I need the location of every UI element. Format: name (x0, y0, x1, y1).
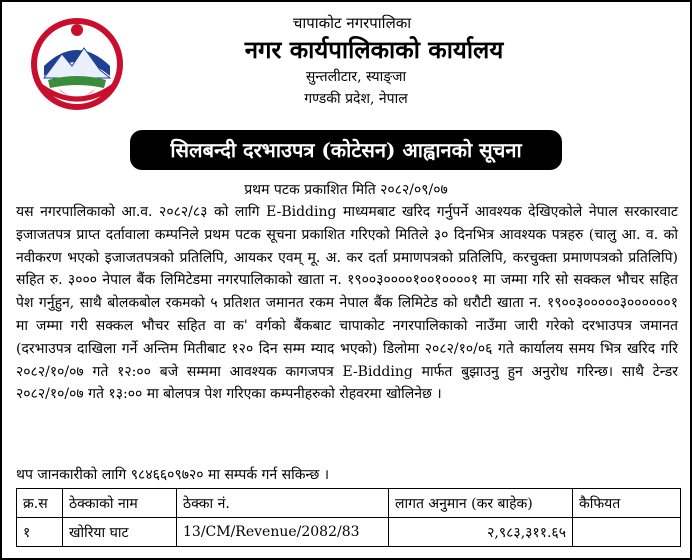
header-serial: क्र.स (17, 489, 63, 518)
table-row (17, 518, 681, 547)
notice-body: यस नगरपालिकाको आ.व. २०८२/८३ को लागि E-Bidding माध्यमबाट खरिद गर्नुपर्ने आवश्यक देखिएकोले नेपाल सरकारवाट इजाजतपत्र प्राप्त दर्तावाला कम्पनिले प्रथम पटक सूचना प्रकाशित गरिएको मितिले ३० दिनभित्र आवश्यक पत्रहरु (चालु आ. व. को नवीकरण भएको इजाजतपत्रको प्रतिलिपि, आयकर एवम् मू. अ. कर दर्ता प्रमाणपत्रको प्रतिलिपि, करचुक्ता प्रमाणपत्रको प्रतिलिपि) सहित रु. ३००० नेपाल बैंक लिमिटेडमा नगरपालिकाको खाता न. १९००३००००१००१००००१ मा जम्मा गरि सो सक्कल भौचर सहित पेश गर्नुहुन, साथै बोलकबोल रकमको ५ प्रतिशत जमानत रकम नेपाल बैंक लिमिटेड को धरौटी खाता न. १९००३०००००३००००००१ मा जम्मा गरी सक्कल भौचर सहित वा क' वर्गको बैंकबाट चापाकोट नगरपालिकाको नाउँमा जारी गरेको दरभाउपत्र जमानत (दरभाउपत्र दाखिला गर्ने अन्तिम मितीबाट १२० दिन सम्म म्याद भएको) डिलोमा २०८२/१०/०६ गते कार्यालय समय भित्र खरिद गरि २०८२/१०/०७ गते १२:०० बजे सम्ममा आवश्यक कागजपत्र E-Bidding मार्फत बुझाउनु हुन अनुरोध गरिन्छ। साथै टेन्डर २०८२/१०/०७ गते १३:०० मा बोलपत्र पेश गरिएका कम्पनीहरुको रोहवरमा खोलिनेछ । (16, 204, 678, 403)
notice-title-banner: सिलबन्दी दरभाउपत्र (कोटेसन) आह्वानको सूचना (130, 130, 562, 170)
header-cost-estimate: लागत अनुमान (कर बाहेक) (389, 489, 573, 518)
header-contract-number: ठेक्का नं. (177, 489, 389, 518)
office-header (2, 12, 690, 110)
cell-contract-name: खोरिया घाट (63, 518, 177, 547)
cell-remarks (573, 518, 681, 547)
header-remarks: कैफियत (573, 489, 681, 518)
cell-serial: १ (17, 518, 63, 547)
published-date: प्रथम पटक प्रकाशित मिति २०८२/०९/०७ (244, 182, 448, 198)
cell-contract-number: 13/CM/Revenue/2082/83 (177, 518, 389, 547)
header-contract-name: ठेक्काको नाम (63, 489, 177, 518)
office-name: नगर कार्यपालिकाको कार्यालय (244, 35, 504, 64)
address-line-2: गण्डकी प्रदेश, नेपाल (304, 91, 408, 107)
cell-cost-estimate: २,९८३,३११.६५ (389, 518, 573, 547)
municipality-name: चापाकोट नगरपालिका (292, 14, 412, 32)
table-header-row (17, 489, 681, 518)
contract-table (16, 488, 681, 547)
address-line-1: सुन्तलीटार, स्याङ्जा (305, 69, 407, 85)
contact-info: थप जानकारीको लागि ९८४६६०९७२० मा सम्पर्क गर्न सकिन्छ । (16, 467, 330, 483)
